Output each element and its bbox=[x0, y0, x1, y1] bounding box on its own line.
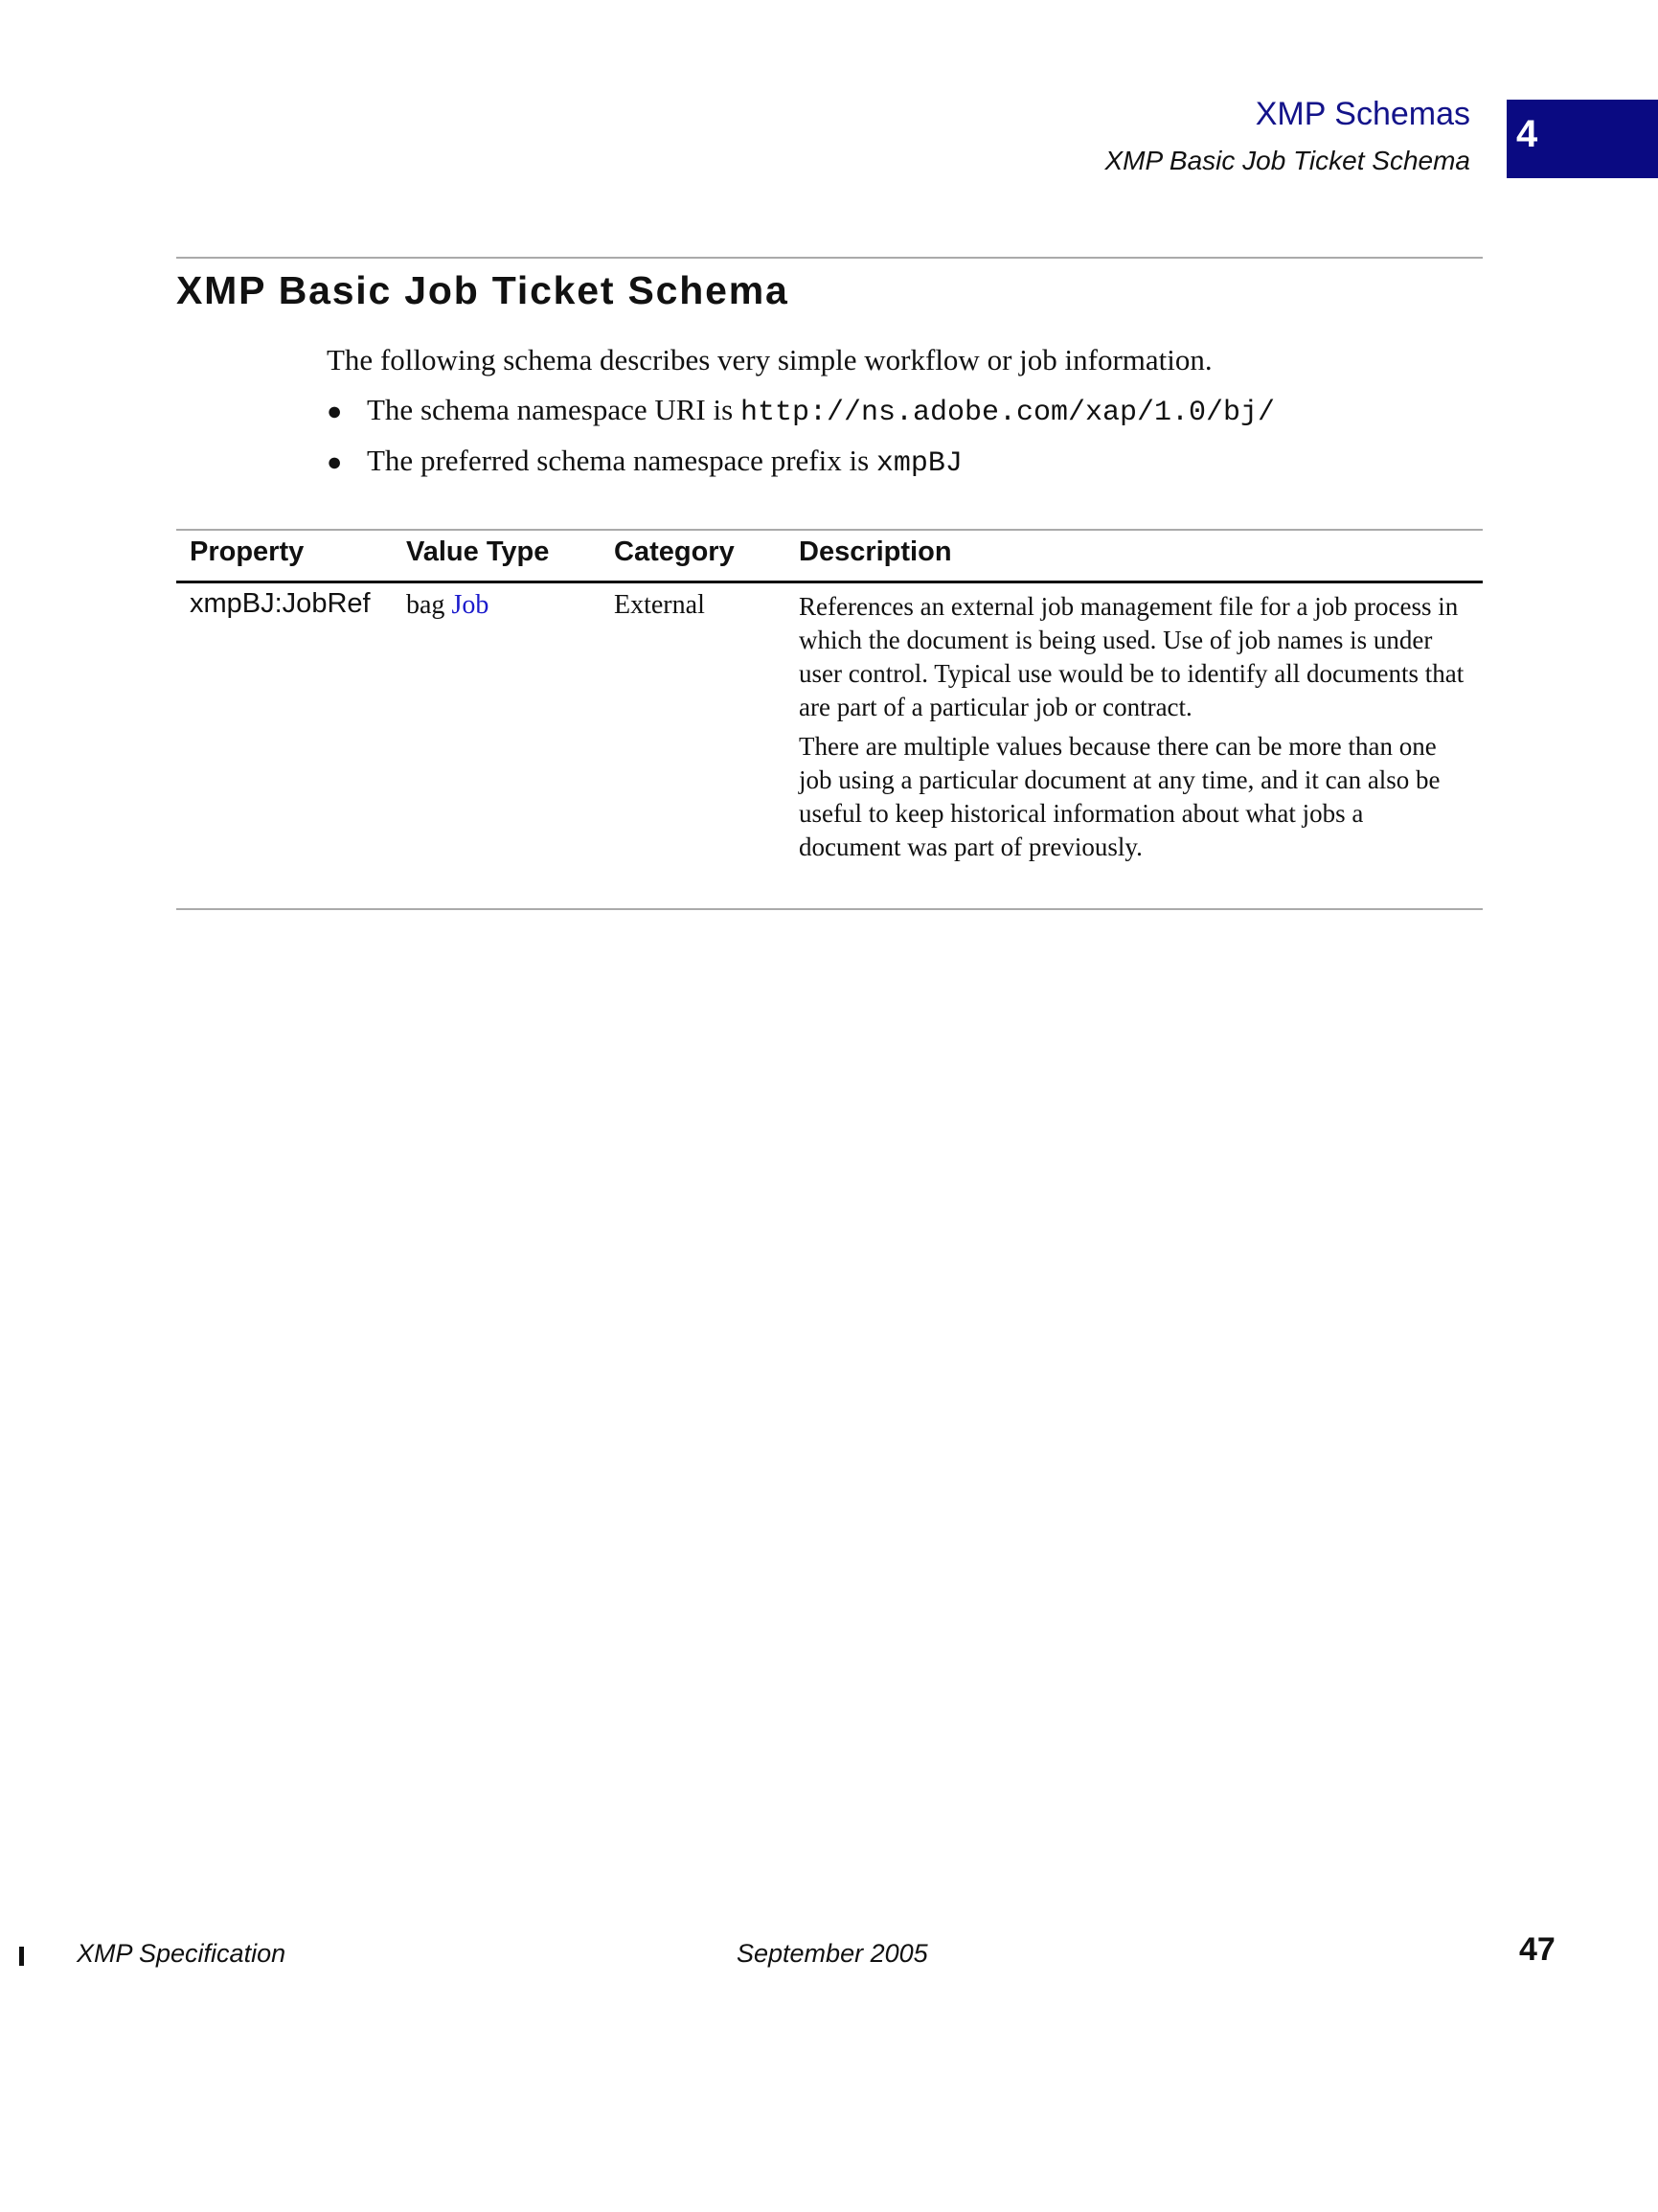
category-cell: External bbox=[614, 590, 705, 620]
namespace-uri-code: http://ns.adobe.com/xap/1.0/bj/ bbox=[739, 397, 1276, 429]
property-cell: xmpBJ:JobRef bbox=[190, 588, 371, 619]
bullet-icon: ● bbox=[327, 447, 343, 476]
table-header-description: Description bbox=[799, 536, 952, 567]
table-bottom-rule bbox=[176, 908, 1483, 910]
namespace-prefix-code: xmpBJ bbox=[875, 447, 963, 480]
intro-paragraph: The following schema describes very simple workflow or job information. bbox=[327, 343, 1213, 376]
bullet-icon: ● bbox=[327, 397, 343, 425]
description-paragraph: References an external job management file for a job process in which the document is being used. Use of job names is under user control. Typical use would be to identify all documents that are part of a particular job or contract. bbox=[799, 592, 1465, 721]
running-header-chapter: XMP Schemas bbox=[1255, 96, 1470, 132]
chapter-number-tab bbox=[1507, 100, 1658, 178]
table-top-rule bbox=[176, 529, 1483, 531]
value-type-cell bbox=[406, 590, 488, 621]
table-header-property: Property bbox=[190, 536, 305, 567]
bullet-item-namespace-prefix bbox=[327, 444, 963, 480]
page-title: XMP Basic Job Ticket Schema bbox=[176, 268, 789, 312]
table-header-rule bbox=[176, 581, 1483, 583]
bullet-text: The preferred schema namespace prefix is bbox=[367, 444, 876, 477]
description-paragraph: There are multiple values because there can be more than one job using a particular document at any time, and it can also be useful to keep historical information about what jobs a document was part of previously. bbox=[799, 732, 1441, 861]
bullet-item-namespace-uri bbox=[327, 393, 1275, 429]
table-header-value-type: Value Type bbox=[406, 536, 550, 567]
job-type-link[interactable]: Job bbox=[451, 590, 489, 620]
footer-date: September 2005 bbox=[737, 1939, 928, 1968]
description-cell bbox=[799, 590, 1469, 870]
change-bar bbox=[19, 1947, 24, 1966]
bullet-text: The schema namespace URI is bbox=[367, 393, 740, 426]
footer-doc-title: XMP Specification bbox=[77, 1939, 286, 1968]
value-type-prefix: bag bbox=[406, 590, 452, 620]
chapter-number: 4 bbox=[1516, 113, 1538, 155]
running-header-section: XMP Basic Job Ticket Schema bbox=[1104, 146, 1470, 175]
title-rule bbox=[176, 257, 1483, 259]
table-header-category: Category bbox=[614, 536, 735, 567]
page-number: 47 bbox=[1519, 1931, 1556, 1968]
